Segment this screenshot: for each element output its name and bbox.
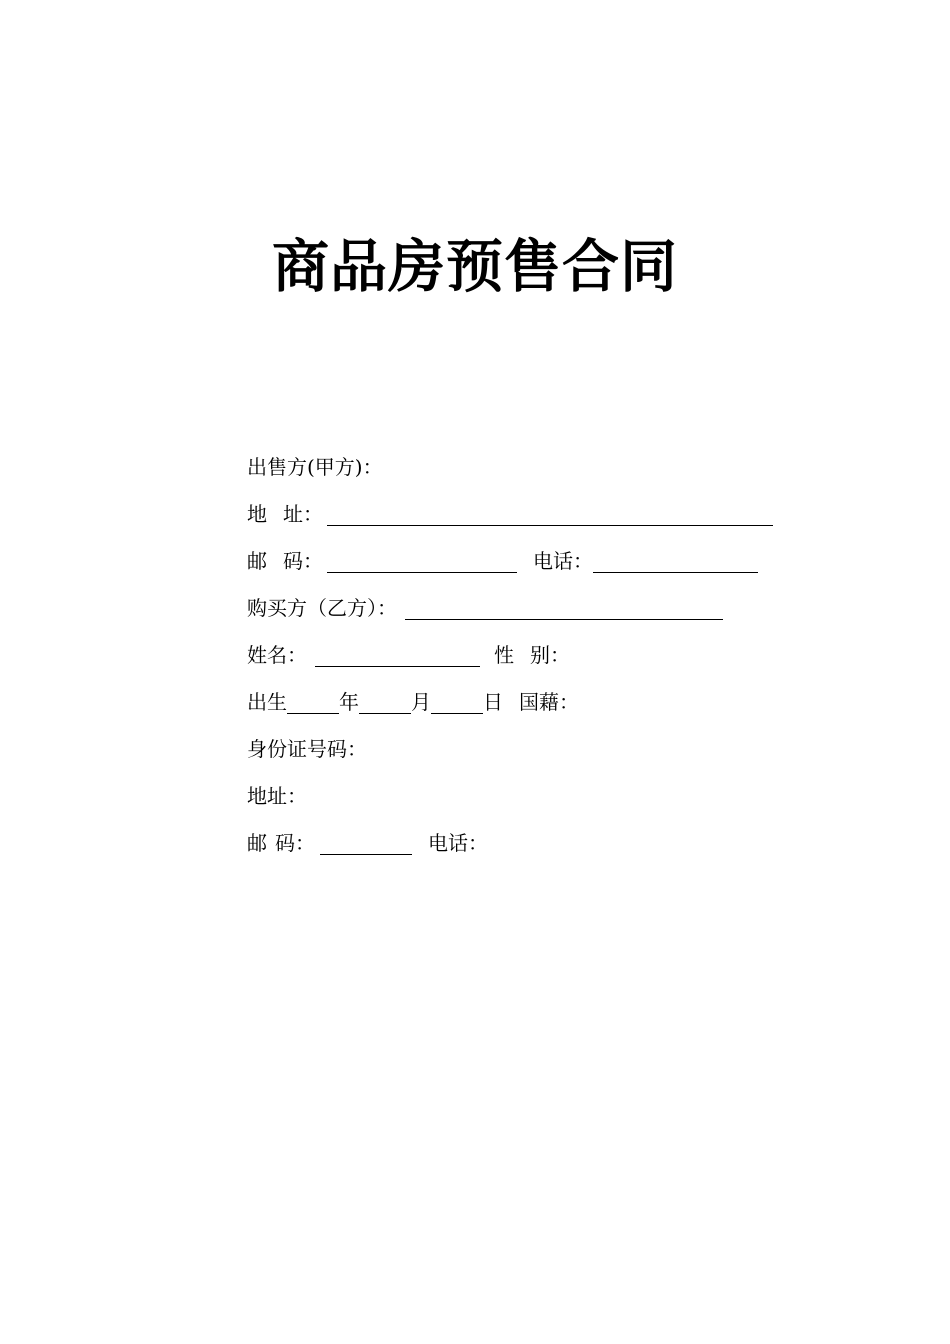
buyer-heading-row: [247, 588, 723, 620]
buyer-heading: 购买方（乙方）：: [247, 596, 397, 620]
seller-phone-label: 电话：: [533, 549, 593, 573]
seller-address-label-1: 地: [247, 502, 267, 526]
seller-zip-label-2: 码：: [283, 549, 323, 573]
buyer-name-blank[interactable]: [315, 646, 480, 667]
buyer-phone-label: 电话：: [428, 831, 488, 855]
buyer-zip-label-2: 码：: [275, 831, 315, 855]
buyer-zip-row: [247, 823, 488, 855]
buyer-birth-label: 出生: [247, 690, 287, 714]
seller-zip-row: [247, 541, 758, 573]
buyer-heading-blank[interactable]: [405, 599, 723, 620]
buyer-nationality-label: 国藉：: [519, 690, 579, 714]
buyer-zip-blank[interactable]: [320, 834, 412, 855]
buyer-birth-row: [247, 682, 579, 714]
seller-address-blank[interactable]: [327, 505, 773, 526]
buyer-month-label: 月: [411, 690, 431, 714]
seller-phone-blank[interactable]: [593, 552, 758, 573]
seller-zip-blank[interactable]: [327, 552, 517, 573]
buyer-day-label: 日: [483, 690, 503, 714]
buyer-id-label: 身份证号码：: [247, 737, 367, 761]
seller-heading-row: [247, 447, 383, 479]
buyer-gender-label-1: 性: [494, 643, 514, 667]
birth-year-blank[interactable]: [287, 693, 339, 714]
document-title: 商品房预售合同: [272, 233, 678, 300]
buyer-id-row: [247, 729, 367, 761]
buyer-name-row: [247, 635, 570, 667]
seller-address-row: [247, 494, 773, 526]
buyer-year-label: 年: [339, 690, 359, 714]
birth-month-blank[interactable]: [359, 693, 411, 714]
seller-heading: 出售方(甲方)：: [247, 455, 383, 479]
seller-address-label-2: 址：: [283, 502, 323, 526]
birth-day-blank[interactable]: [431, 693, 483, 714]
buyer-name-label: 姓名：: [247, 643, 307, 667]
buyer-zip-label-1: 邮: [247, 831, 267, 855]
seller-zip-label-1: 邮: [247, 549, 267, 573]
buyer-gender-label-2: 别：: [530, 643, 570, 667]
buyer-address-row: [247, 776, 307, 808]
buyer-address-label: 地址：: [247, 784, 307, 808]
